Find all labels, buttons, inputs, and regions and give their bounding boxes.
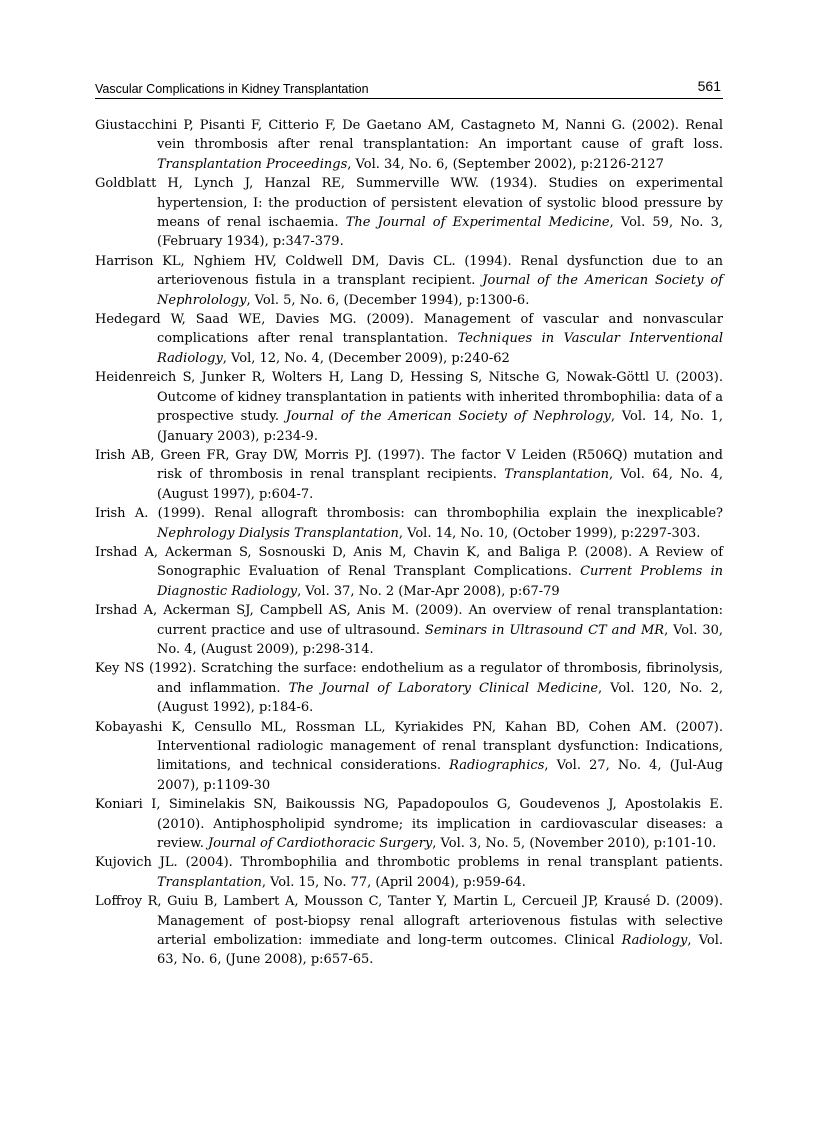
reference-item: Key NS (1992). Scratching the surface: endothelium as a regulator of thrombosis, fibrinolysis, and inflammation. The Journal of Laboratory Clinical Medicine, Vol. 120, No. 2, (August 1992), p:184-6.: [95, 661, 723, 716]
page-number: 561: [697, 78, 721, 94]
reference-item: Irshad A, Ackerman SJ, Campbell AS, Anis M. (2009). An overview of renal transplantation: current practice and use of ultrasound. Seminars in Ultrasound CT and MR, Vol. 30, No. 4, (August 2009), p:298-314.: [95, 603, 723, 657]
reference-item: Kobayashi K, Censullo ML, Rossman LL, Kyriakides PN, Kahan BD, Cohen AM. (2007). Interventional radiologic management of renal transplant dysfunction: Indications, limitations, and technical considerations. Radiographics, Vol. 27, No. 4, (Jul-Aug 2007), p:1109-30: [95, 719, 723, 793]
reference-item: Irshad A, Ackerman S, Sosnouski D, Anis M, Chavin K, and Baliga P. (2008). A Review of Sonographic Evaluation of Renal Transplant Complications. Current Problems in Diagnostic Radiology, Vol. 37, No. 2 (Mar-Apr 2008), p:67-79: [95, 544, 723, 599]
reference-item: Hedegard W, Saad WE, Davies MG. (2009). Management of vascular and nonvascular complications after renal transplantation. Techniques in Vascular Interventional Radiology, Vol, 12, No. 4, (December 2009), p:240-62: [95, 312, 723, 366]
reference-item: Heidenreich S, Junker R, Wolters H, Lang D, Hessing S, Nitsche G, Nowak-Göttl U. (2003). Outcome of kidney transplantation in patients with inherited thrombophilia: data of a prospective study. Journal of the American Society of Nephrology, Vol. 14, No. 1, (January 2003), p:234-9.: [95, 370, 724, 444]
reference-item: Goldblatt H, Lynch J, Hanzal RE, Summerville WW. (1934). Studies on experimental hypertension, I: the production of persistent elevation of systolic blood pressure by means of renal ischaemia. The Journal of Experimental Medicine, Vol. 59, No. 3, (February 1934), p:347-379.: [95, 176, 723, 250]
running-title: Vascular Complications in Kidney Transplantation: [95, 82, 369, 96]
reference-item: Irish AB, Green FR, Gray DW, Morris PJ. (1997). The factor V Leiden (R506Q) mutation and risk of thrombosis in renal transplant recipients. Transplantation, Vol. 64, No. 4, (August 1997), p:604-7.: [95, 447, 724, 502]
reference-item: Koniari I, Siminelakis SN, Baikoussis NG, Papadopoulos G, Goudevenos J, Apostolakis E. (2010). Antiphospholipid syndrome; its implication in cardiovascular diseases: a review. Journal of Cardiothoracic Surgery, Vol. 3, No. 5, (November 2010), p:101-10.: [95, 797, 723, 852]
reference-item: Giustacchini P, Pisanti F, Citterio F, De Gaetano AM, Castagneto M, Nanni G. (2002). Renal vein thrombosis after renal transplantation: An important cause of graft loss. Transplantation Proceedings, Vol. 34, No. 6, (September 2002), p:2126-2127: [95, 118, 723, 172]
reference-item: Harrison KL, Nghiem HV, Coldwell DM, Davis CL. (1994). Renal dysfunction due to an arteriovenous fistula in a transplant recipient. Journal of the American Society of Nephrolology, Vol. 5, No. 6, (December 1994), p:1300-6.: [95, 253, 723, 308]
reference-item: Loffroy R, Guiu B, Lambert A, Mousson C, Tanter Y, Martin L, Cercueil JP, Krausé D. (2009). Management of post-biopsy renal allograft arteriovenous fistulas with selective arterial embolization: immediate and long-term outcomes. Clinical Radiology, Vol. 63, No. 6, (June 2008), p:657-65.: [95, 894, 723, 968]
page-header: [95, 78, 723, 99]
reference-item: Kujovich JL. (2004). Thrombophilia and thrombotic problems in renal transplant patients. Transplantation, Vol. 15, No. 77, (April 2004), p:959-64.: [95, 855, 723, 890]
reference-list: [95, 116, 723, 970]
reference-item: Irish A. (1999). Renal allograft thrombosis: can thrombophilia explain the inexplicable? Nephrology Dialysis Transplantation, Vol. 14, No. 10, (October 1999), p:2297-303.: [95, 506, 723, 541]
